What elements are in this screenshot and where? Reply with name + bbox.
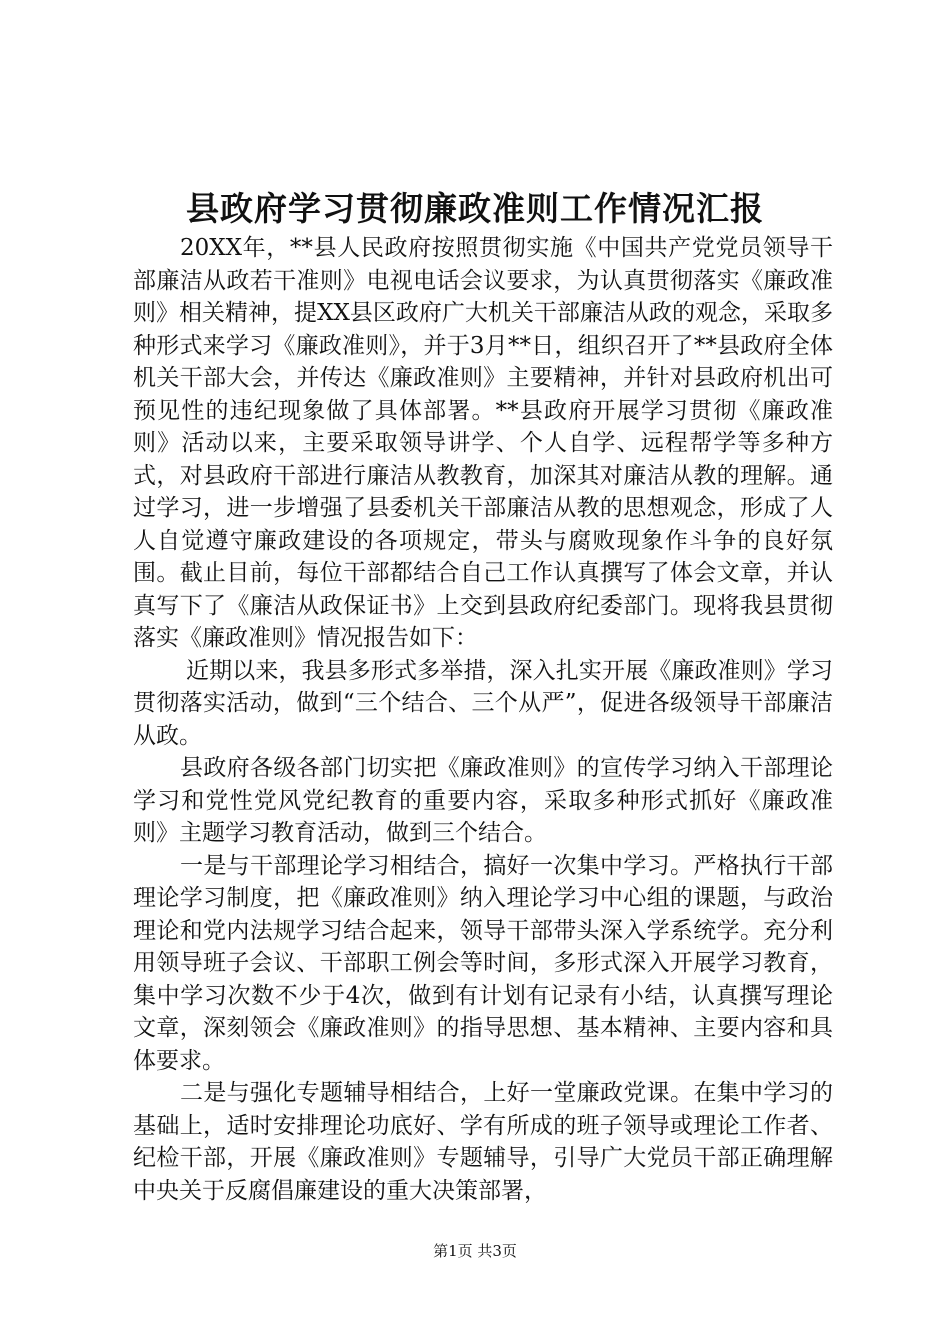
paragraph-point-two: 二是与强化专题辅导相结合，上好一堂廉政党课。在集中学习的基础上，适时安排理论功底好、学有所成的班子领导或理论工作者、纪检干部，开展《廉政准则》专题辅导，引导广大党员干部正确理解中央关于反腐倡廉建设的重大决策部署， [133, 1080, 833, 1204]
paragraph-three-combinations: 县政府各级各部门切实把《廉政准则》的宣传学习纳入干部理论学习和党性党风党纪教育的重要内容，采取多种形式抓好《廉政准则》主题学习教育活动，做到三个结合。 [133, 755, 833, 846]
document-body [133, 232, 833, 1207]
paragraph-intro: 20XX年，**县人民政府按照贯彻实施《中国共产党党员领导干部廉洁从政若干准则》电视电话会议要求，为认真贯彻落实《廉政准则》相关精神，提XX县区政府广大机关干部廉洁从政的观念，采取多种形式来学习《廉政准则》，并于3月**日，组织召开了**县政府全体机关干部大会，并传达《廉政准则》主要精神，并针对县政府机出可预见性的违纪现象做了具体部署。**县政府开展学习贯彻《廉政准则》活动以来，主要采取领导讲学、个人自学、远程帮学等多种方式，对县政府干部进行廉洁从教教育，加深其对廉洁从教的理解。通过学习，进一步增强了县委机关干部廉洁从教的思想观念，形成了人人自觉遵守廉政建设的各项规定，带头与腐败现象作斗争的良好氛围。截止目前，每位干部都结合自己工作认真撰写了体会文章，并认真写下了《廉洁从政保证书》上交到县政府纪委部门。现将我县贯彻落实《廉政准则》情况报告如下： [133, 235, 833, 651]
paragraph-overview: 近期以来，我县多形式多举措，深入扎实开展《廉政准则》学习贯彻落实活动，做到“三个结合、三个从严”，促进各级领导干部廉洁从政。 [133, 657, 833, 749]
page-footer: 第1页 共3页 [433, 1242, 517, 1260]
paragraph-point-one: 一是与干部理论学习相结合，搞好一次集中学习。严格执行干部理论学习制度，把《廉政准则》纳入理论学习中心组的课题，与政治理论和党内法规学习结合起来，领导干部带头深入学系统学。充分利用领导班子会议、干部职工例会等时间，多形式深入开展学习教育，集中学习次数不少于4次，做到有计划有记录有小结，认真撰写理论文章，深刻领会《廉政准则》的指导思想、基本精神、主要内容和具体要求。 [133, 852, 833, 1074]
document-title: 县政府学习贯彻廉政准则工作情况汇报 [186, 189, 764, 228]
